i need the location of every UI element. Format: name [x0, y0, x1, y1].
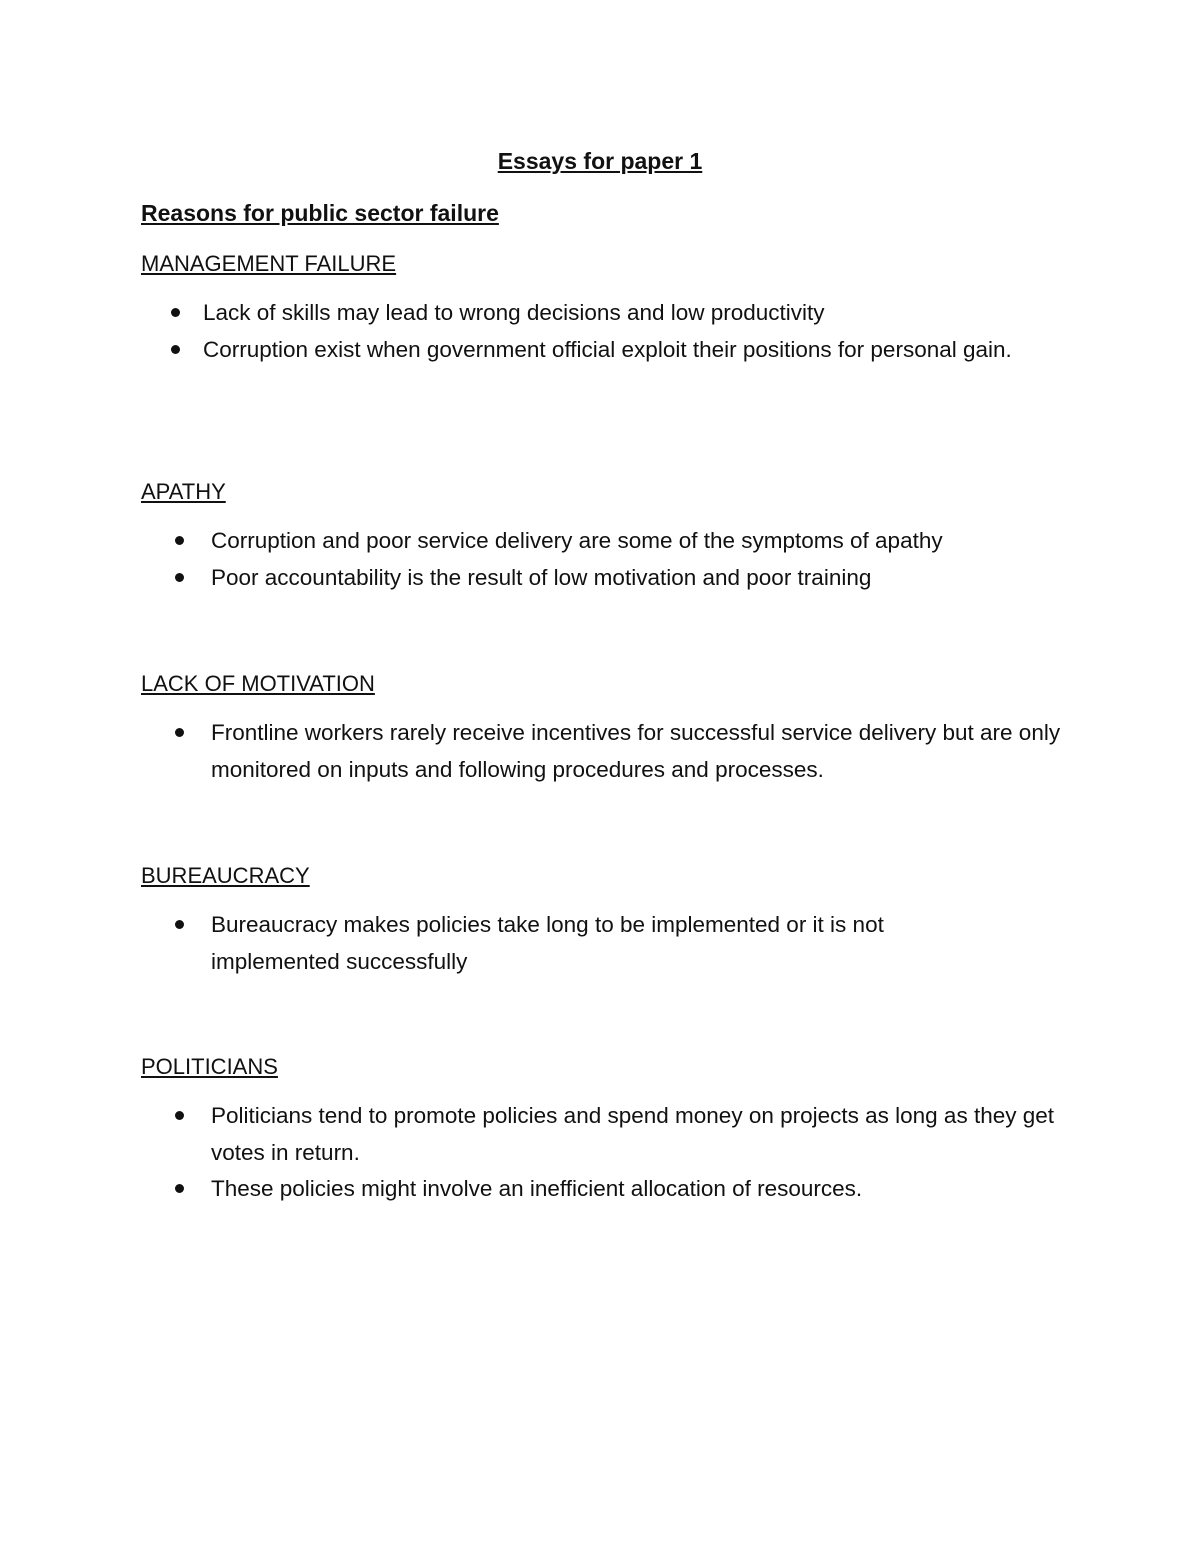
list-item [141, 295, 1021, 332]
section-apathy [141, 477, 1081, 596]
list-item [141, 1098, 1071, 1171]
bullet-icon [175, 920, 184, 929]
section-heading: LACK OF MOTIVATION [141, 671, 375, 696]
bullet-icon [175, 1111, 184, 1120]
list-item [141, 523, 1081, 560]
section-management-failure [141, 249, 1021, 368]
bullet-text: These policies might involve an inefficient allocation of resources. [211, 1176, 863, 1201]
bullet-icon [175, 1184, 184, 1193]
bullet-text: Politicians tend to promote policies and spend money on projects as long as they get votes in return. [211, 1103, 1055, 1165]
bullet-icon [171, 308, 180, 317]
section-heading: MANAGEMENT FAILURE [141, 251, 397, 276]
section-heading: APATHY [141, 479, 226, 504]
section-lack-of-motivation [141, 669, 1061, 788]
list-item [141, 715, 1061, 788]
bullet-list [141, 715, 1061, 788]
bullet-text: Corruption exist when government official exploit their positions for personal gain. [203, 336, 1012, 362]
list-item [141, 560, 1081, 597]
bullet-icon [175, 536, 184, 545]
document-subtitle: Reasons for public sector failure [141, 200, 499, 226]
list-item [141, 1171, 1071, 1208]
section-heading: POLITICIANS [141, 1054, 278, 1079]
document-title: Essays for paper 1 [497, 148, 703, 174]
list-item [141, 332, 1021, 369]
bullet-list [141, 295, 1021, 368]
bullet-list [141, 1098, 1071, 1208]
bullet-icon [175, 573, 184, 582]
section-heading: BUREAUCRACY [141, 863, 310, 888]
bullet-text: Bureaucracy makes policies take long to be implemented or it is not implemented successfully [211, 912, 884, 974]
section-politicians [141, 1052, 1071, 1208]
bullet-list [141, 523, 1081, 596]
bullet-list [141, 907, 1001, 980]
bullet-text: Frontline workers rarely receive incentives for successful service delivery but are only monitored on inputs and following procedures and processes. [211, 720, 1061, 782]
bullet-icon [171, 345, 180, 354]
section-bureaucracy [141, 861, 1001, 980]
list-item [141, 907, 1001, 980]
bullet-text: Poor accountability is the result of low motivation and poor training [211, 564, 872, 590]
bullet-icon [175, 728, 184, 737]
bullet-text: Lack of skills may lead to wrong decisions and low productivity [203, 300, 825, 325]
bullet-text: Corruption and poor service delivery are some of the symptoms of apathy [211, 528, 943, 553]
